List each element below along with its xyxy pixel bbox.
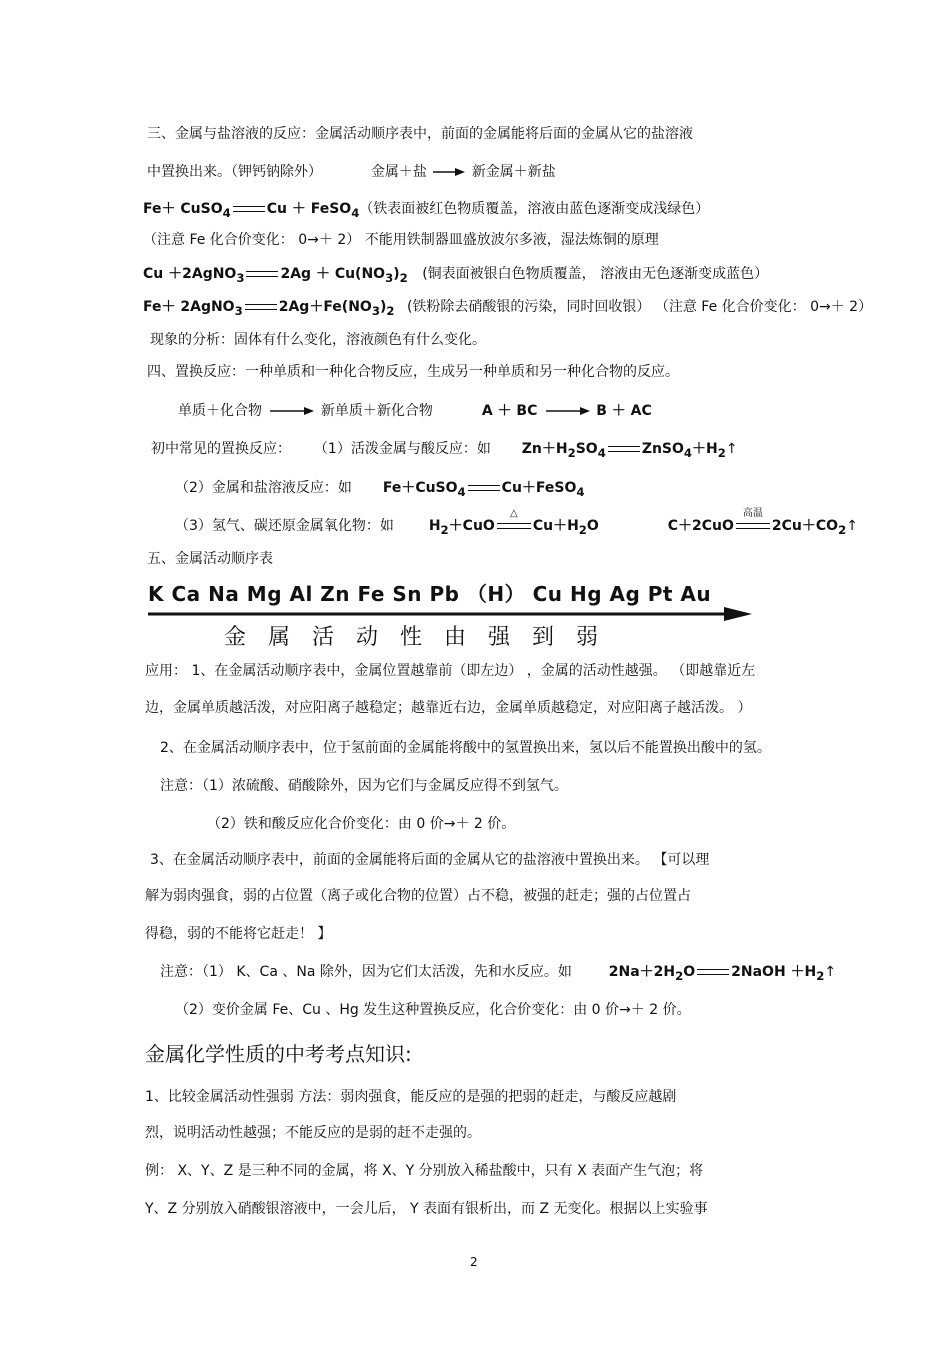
application2-note2: （2）铁和酸反应化合价变化：由 0 价→＋ 2 价。 <box>207 816 516 832</box>
general-right: 新单质＋新化合物 <box>320 403 433 419</box>
case1-label: （1）活泼金属与酸反应：如 <box>313 441 491 457</box>
subscript: 2 <box>399 270 408 285</box>
reaction-note: (铜表面被银白色物质覆盖， 溶液由无色逐渐变成蓝色） <box>422 266 769 282</box>
example-line1: 例： X、Y、Z 是三种不同的金属，将 X、Y 分别放入稀盐酸中，只有 X 表面产生气泡；将 <box>145 1163 704 1179</box>
abstract-left: A ＋ BC <box>481 403 538 419</box>
gas-arrow: ↑ <box>725 441 738 457</box>
application1-line1: 应用： 1、在金属活动顺序表中，金属位置越靠前（即左边） ，金属的活动性越强。 （即越靠近左 <box>145 663 756 679</box>
subscript: 4 <box>576 484 585 499</box>
equals-sign <box>245 304 277 310</box>
case2-label: （2）金属和盐溶液反应：如 <box>175 480 352 496</box>
equation-text: Cu ＋2AgNO <box>143 266 237 282</box>
condition-label: 高温 <box>742 508 763 519</box>
subscript: 2 <box>816 968 825 983</box>
equation-text: Cu ＋ FeSO <box>266 201 352 217</box>
equation-text: 2NaOH ＋H <box>731 964 817 980</box>
equals-sign <box>246 271 278 277</box>
application2: 2、在金属活动顺序表中，位于氢前面的金属能将酸中的氢置换出来，氢以后不能置换出酸中的氢。 <box>160 740 771 756</box>
equation-text: ) <box>393 266 400 282</box>
general-equation-right: 新金属＋新盐 <box>471 164 556 180</box>
subscript: 4 <box>351 205 360 220</box>
note-text: 注意：（1） K、Ca 、Na 除外，因为它们太活泼，先和水反应。如 <box>160 964 572 980</box>
exam-heading: 金属化学性质的中考考点知识: <box>145 1042 412 1066</box>
subscript: 2 <box>567 445 576 460</box>
equation-text: O <box>586 518 599 534</box>
arrow-icon <box>431 166 467 178</box>
subscript: 2 <box>675 968 684 983</box>
common-label: 初中常见的置换反应： <box>151 441 291 457</box>
activity-series: K Ca Na Mg Al Zn Fe Sn Pb （H） Cu Hg Ag Pt Au <box>148 582 712 606</box>
activity-arrow-icon <box>146 605 756 623</box>
equation-text: O <box>683 964 696 980</box>
application3-note1 <box>160 962 836 986</box>
condition-label: △ <box>509 508 518 519</box>
subscript: 2 <box>386 303 395 318</box>
reaction-fe-cuso4 <box>143 199 709 223</box>
subscript: 4 <box>597 445 606 460</box>
equation-text: 2Na＋2H <box>608 964 676 980</box>
equals-sign <box>697 969 729 975</box>
subscript: 4 <box>222 205 231 220</box>
application3-note2: （2）变价金属 Fe、Cu 、Hg 发生这种置换反应，化合价变化：由 0 价→＋ 2 价。 <box>175 1002 691 1018</box>
activity-caption: 金属活动性由强到弱 <box>224 625 621 650</box>
equation-text: 2Ag ＋ Cu(NO <box>280 266 386 282</box>
reaction-note: （铁表面被红色物质覆盖，溶液由蓝色逐渐变成浅绿色） <box>359 201 710 217</box>
application1-line2: 边，金属单质越活泼，对应阳离子越稳定；越靠近右边，金属单质越稳定，对应阳离子越活泼。 ） <box>145 700 752 716</box>
common-reactions <box>151 439 738 463</box>
equation-text: Fe＋ CuSO <box>143 201 223 217</box>
equals-sign <box>468 485 500 491</box>
equation-text: ＋H <box>692 441 718 457</box>
application3-line3: 得稳，弱的不能将它赶走！ 】 <box>145 926 332 942</box>
reaction-cu-agno3 <box>143 264 768 288</box>
equation-text: Cu＋H <box>532 518 579 534</box>
case3-label: （3）氢气、碳还原金属氧化物：如 <box>175 518 394 534</box>
equation-text: 2Cu＋CO <box>771 518 839 534</box>
gas-arrow: ↑ <box>824 964 837 980</box>
subscript: 4 <box>683 445 693 460</box>
equation-text: 2Ag＋Fe(NO <box>278 299 372 315</box>
observation-text: 现象的分析：固体有什么变化，溶液颜色有什么变化。 <box>150 332 486 348</box>
section5-title: 五、金属活动顺序表 <box>147 551 273 567</box>
section3-line2-text: 中置换出来。（钾钙钠除外） <box>147 164 322 180</box>
general-displacement <box>178 401 652 421</box>
page-number: 2 <box>470 1255 478 1269</box>
heat-condition <box>497 508 531 529</box>
subscript: 3 <box>234 303 243 318</box>
subscript: 2 <box>440 522 449 537</box>
reaction-fe-note: （注意 Fe 化合价变化： 0→＋ 2） 不能用铁制器皿盛放波尔多液，湿法炼铜的原理 <box>143 232 659 248</box>
equation-text: H <box>428 518 441 534</box>
general-equation-left: 金属＋盐 <box>370 164 427 180</box>
equation-text: Fe＋ 2AgNO <box>143 299 235 315</box>
case2 <box>175 478 585 502</box>
arrow-icon <box>266 405 316 417</box>
exam-point1-line2: 烈，说明活动性越强；不能反应的是弱的赶不走强的。 <box>145 1125 481 1141</box>
equals-sign <box>233 206 265 212</box>
equation-text: C＋2CuO <box>667 518 734 534</box>
reaction-fe-agno3 <box>143 297 872 321</box>
exam-point1-line1: 1、比较金属活动性强弱 方法：弱肉强食，能反应的是强的把弱的赶走，与酸反应越剧 <box>145 1089 677 1105</box>
equation-text: ＋CuO <box>448 518 495 534</box>
equation-text: ) <box>379 299 387 315</box>
equation-text: Cu＋FeSO <box>501 480 577 496</box>
subscript: 3 <box>236 270 245 285</box>
equals-sign <box>608 446 640 452</box>
general-left: 单质＋化合物 <box>178 403 262 419</box>
application2-note1: 注意：（1）浓硫酸、硝酸除外，因为它们与金属反应得不到氢气。 <box>160 778 568 794</box>
section4-title: 四、置换反应：一种单质和一种化合物反应，生成另一种单质和另一种化合物的反应。 <box>147 364 679 380</box>
abstract-right: B ＋ AC <box>596 403 652 419</box>
case3 <box>175 508 858 540</box>
example-line2: Y、Z 分别放入硝酸银溶液中，一会儿后， Y 表面有银析出，而 Z 无变化。根据以上实验事 <box>145 1201 708 1217</box>
application3-line2: 解为弱肉强食，弱的占位置（离子或化合物的位置）占不稳，被强的赶走；强的占位置占 <box>145 888 691 904</box>
high-temp-condition <box>736 508 770 529</box>
subscript: 4 <box>457 484 466 499</box>
section3-line2 <box>147 162 556 182</box>
application3-line1: 3、在金属活动顺序表中，前面的金属能将后面的金属从它的盐溶液中置换出来。 【可以理 <box>150 852 710 868</box>
gas-arrow: ↑ <box>846 518 858 534</box>
reaction-note: (铁粉除去硝酸银的污染，同时回收银） （注意 Fe 化合价变化： 0→＋ 2） <box>406 299 873 315</box>
equation-text: ZnSO <box>641 441 684 457</box>
equation-text: SO <box>575 441 598 457</box>
arrow-icon <box>542 405 592 417</box>
subscript: 2 <box>838 522 847 537</box>
subscript: 3 <box>371 303 380 318</box>
equation-text: Fe＋CuSO <box>382 480 458 496</box>
equation-text: Zn＋H <box>521 441 568 457</box>
subscript: 2 <box>717 445 726 460</box>
subscript: 3 <box>385 270 394 285</box>
section3-line1: 三、金属与盐溶液的反应：金属活动顺序表中，前面的金属能将后面的金属从它的盐溶液 <box>147 126 693 142</box>
subscript: 2 <box>578 522 587 537</box>
